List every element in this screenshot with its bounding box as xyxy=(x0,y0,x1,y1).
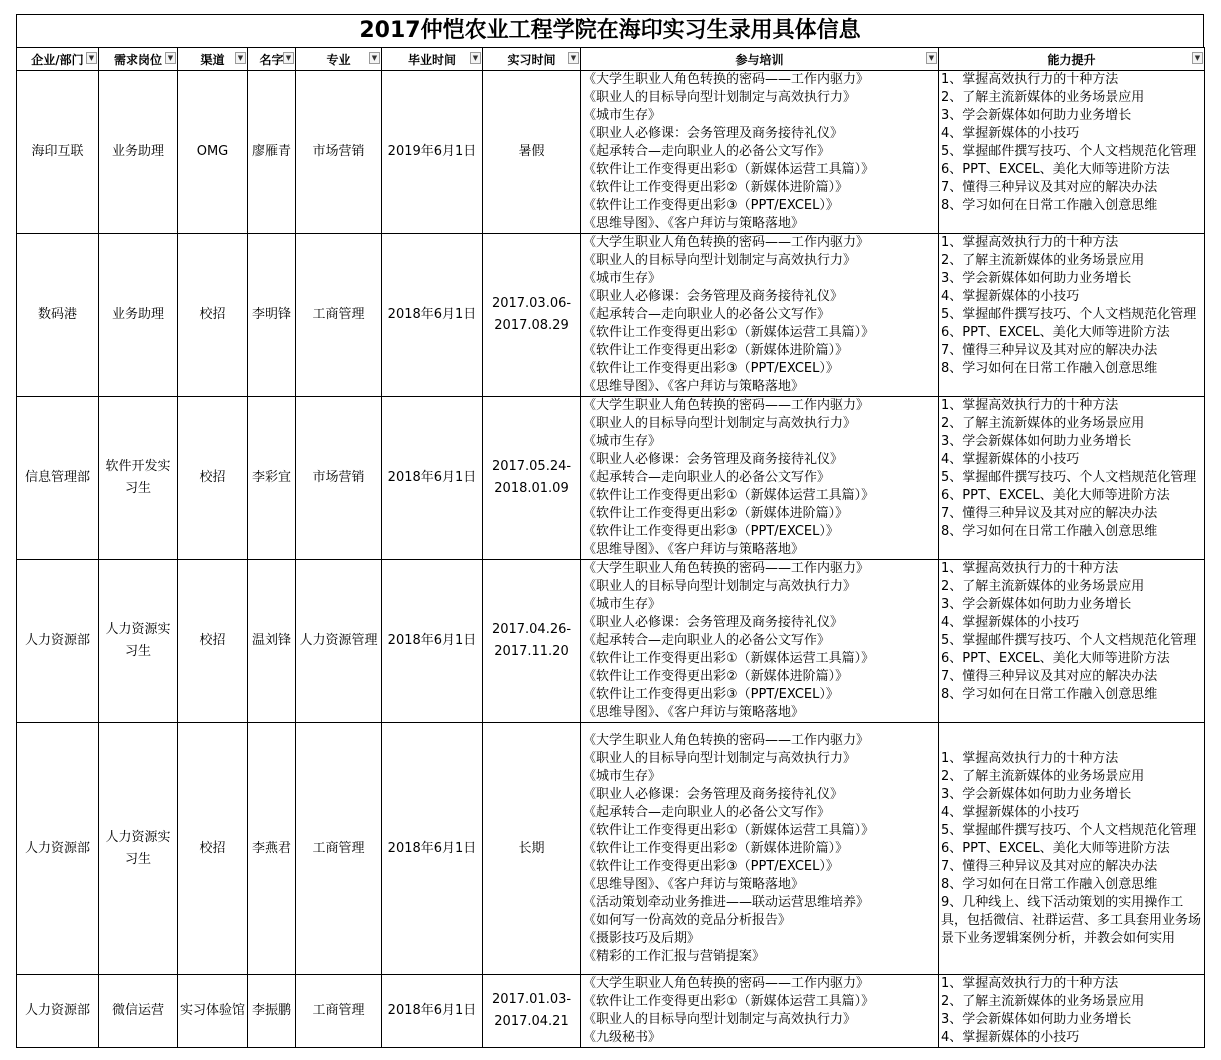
ability-line: 4、掌握新媒体的小技巧 xyxy=(941,126,1080,141)
training-line: 《大学生职业人角色转换的密码——工作内驱力》 xyxy=(583,561,870,576)
training-line: 《软件让工作变得更出彩②（新媒体进阶篇）》 xyxy=(583,669,849,684)
cell-ability[interactable] xyxy=(939,71,1205,234)
column-header-label: 名字 xyxy=(259,52,284,67)
cell-internship[interactable]: 2017.03.06-2017.08.29 xyxy=(483,234,581,397)
cell-name[interactable]: 李振鹏 xyxy=(248,975,296,1048)
cell-major[interactable]: 市场营销 xyxy=(296,397,382,560)
training-line: 《城市生存》 xyxy=(583,271,662,286)
training-line: 《城市生存》 xyxy=(583,768,662,784)
training-line: 《思维导图》、《客户拜访与策略落地》 xyxy=(583,542,805,557)
ability-line: 5、掌握邮件撰写技巧、个人文档规范化管理 xyxy=(941,822,1197,838)
training-line: 《软件让工作变得更出彩③（PPT/EXCEL）》 xyxy=(583,198,839,213)
spreadsheet xyxy=(16,14,1204,1048)
cell-graduation[interactable]: 2018年6月1日 xyxy=(382,723,483,975)
cell-position[interactable]: 业务助理 xyxy=(99,234,178,397)
ability-line: 3、学会新媒体如何助力业务增长 xyxy=(941,108,1132,123)
ability-line: 4、掌握新媒体的小技巧 xyxy=(941,1030,1080,1045)
cell-graduation[interactable]: 2018年6月1日 xyxy=(382,397,483,560)
ability-line: 1、掌握高效执行力的十种方法 xyxy=(941,398,1119,413)
cell-name[interactable]: 李彩宜 xyxy=(248,397,296,560)
column-header-label: 能力提升 xyxy=(1047,52,1096,67)
cell-name[interactable]: 李燕君 xyxy=(248,723,296,975)
training-line: 《起承转合—走向职业人的必备公文写作》 xyxy=(583,307,831,322)
filter-dropdown-icon[interactable]: ▼ xyxy=(369,52,380,64)
training-line: 《如何写一份高效的竞品分析报告》 xyxy=(583,912,792,928)
ability-line: 7、懂得三种异议及其对应的解决办法 xyxy=(941,669,1158,684)
column-header-label: 需求岗位 xyxy=(113,52,162,67)
training-line: 《起承转合—走向职业人的必备公文写作》 xyxy=(583,804,831,820)
training-line: 《大学生职业人角色转换的密码——工作内驱力》 xyxy=(583,235,870,250)
cell-position[interactable]: 人力资源实习生 xyxy=(99,723,178,975)
cell-ability[interactable] xyxy=(939,234,1205,397)
ability-line: 6、PPT、EXCEL、美化大师等进阶方法 xyxy=(941,488,1170,503)
cell-major[interactable]: 工商管理 xyxy=(296,234,382,397)
training-line: 《思维导图》、《客户拜访与策略落地》 xyxy=(583,705,805,720)
training-line: 《大学生职业人角色转换的密码——工作内驱力》 xyxy=(583,732,870,748)
ability-line: 3、学会新媒体如何助力业务增长 xyxy=(941,434,1132,449)
ability-line: 1、掌握高效执行力的十种方法 xyxy=(941,750,1119,766)
training-line: 《起承转合—走向职业人的必备公文写作》 xyxy=(583,144,831,159)
filter-dropdown-icon[interactable]: ▼ xyxy=(165,52,176,64)
ability-line: 2、了解主流新媒体的业务场景应用 xyxy=(941,253,1145,268)
filter-dropdown-icon[interactable]: ▼ xyxy=(283,52,294,64)
training-line: 《思维导图》、《客户拜访与策略落地》 xyxy=(583,379,805,394)
ability-line: 3、学会新媒体如何助力业务增长 xyxy=(941,271,1132,286)
training-line: 《城市生存》 xyxy=(583,108,662,123)
training-line: 《软件让工作变得更出彩③（PPT/EXCEL）》 xyxy=(583,858,839,874)
filter-dropdown-icon[interactable]: ▼ xyxy=(1192,52,1203,64)
cell-channel[interactable]: 校招 xyxy=(178,723,248,975)
ability-line: 4、掌握新媒体的小技巧 xyxy=(941,615,1080,630)
ability-line: 5、掌握邮件撰写技巧、个人文档规范化管理 xyxy=(941,307,1197,322)
training-line: 《职业人必修课：会务管理及商务接待礼仪》 xyxy=(583,786,844,802)
filter-dropdown-icon[interactable]: ▼ xyxy=(86,52,97,64)
ability-line: 4、掌握新媒体的小技巧 xyxy=(941,289,1080,304)
cell-channel[interactable]: 校招 xyxy=(178,397,248,560)
column-header-label: 毕业时间 xyxy=(407,52,456,67)
training-line: 《城市生存》 xyxy=(583,434,662,449)
training-line: 《职业人的目标导向型计划制定与高效执行力》 xyxy=(583,253,857,268)
ability-line: 2、了解主流新媒体的业务场景应用 xyxy=(941,90,1145,105)
ability-line: 8、学习如何在日常工作融入创意思维 xyxy=(941,198,1158,213)
ability-line: 4、掌握新媒体的小技巧 xyxy=(941,804,1080,820)
column-header-major xyxy=(296,48,382,71)
cell-training[interactable] xyxy=(581,723,939,975)
cell-major[interactable]: 市场营销 xyxy=(296,71,382,234)
ability-line: 8、学习如何在日常工作融入创意思维 xyxy=(941,687,1158,702)
column-header-label: 参与培训 xyxy=(735,52,784,67)
column-header-label: 渠道 xyxy=(200,52,225,67)
ability-line: 3、学会新媒体如何助力业务增长 xyxy=(941,786,1132,802)
ability-line: 3、学会新媒体如何助力业务增长 xyxy=(941,597,1132,612)
ability-line: 9、几种线上、线下活动策划的实用操作工具，包括微信、社群运营、多工具套用业务场景下业务逻辑案例分析，并教会如何实用 xyxy=(941,894,1202,946)
ability-line: 1、掌握高效执行力的十种方法 xyxy=(941,235,1119,250)
cell-graduation[interactable]: 2018年6月1日 xyxy=(382,975,483,1048)
cell-company[interactable]: 信息管理部 xyxy=(17,397,99,560)
cell-channel[interactable]: 实习体验馆 xyxy=(178,975,248,1048)
cell-channel[interactable]: 校招 xyxy=(178,560,248,723)
table-row xyxy=(17,397,1205,560)
table-row xyxy=(17,723,1205,975)
table-body xyxy=(17,71,1205,1048)
cell-company[interactable]: 人力资源部 xyxy=(17,975,99,1048)
training-line: 《职业人必修课：会务管理及商务接待礼仪》 xyxy=(583,615,844,630)
cell-company[interactable]: 海印互联 xyxy=(17,71,99,234)
training-line: 《活动策划牵动业务推进——联动运营思维培养》 xyxy=(583,894,870,910)
training-line: 《职业人必修课：会务管理及商务接待礼仪》 xyxy=(583,126,844,141)
training-line: 《软件让工作变得更出彩②（新媒体进阶篇）》 xyxy=(583,180,849,195)
cell-internship[interactable]: 2017.05.24-2018.01.09 xyxy=(483,397,581,560)
ability-line: 1、掌握高效执行力的十种方法 xyxy=(941,976,1119,991)
training-line: 《职业人的目标导向型计划制定与高效执行力》 xyxy=(583,750,857,766)
intern-table xyxy=(16,47,1205,1048)
cell-position[interactable]: 业务助理 xyxy=(99,71,178,234)
ability-line: 7、懂得三种异议及其对应的解决办法 xyxy=(941,180,1158,195)
cell-ability[interactable] xyxy=(939,723,1205,975)
cell-major[interactable]: 人力资源管理 xyxy=(296,560,382,723)
cell-company[interactable]: 人力资源部 xyxy=(17,560,99,723)
training-line: 《软件让工作变得更出彩①（新媒体运营工具篇）》 xyxy=(583,325,875,340)
table-row xyxy=(17,234,1205,397)
training-line: 《大学生职业人角色转换的密码——工作内驱力》 xyxy=(583,976,870,991)
training-line: 《软件让工作变得更出彩②（新媒体进阶篇）》 xyxy=(583,343,849,358)
table-row xyxy=(17,560,1205,723)
table-row xyxy=(17,71,1205,234)
sheet-title: 2017仲恺农业工程学院在海印实习生录用具体信息 xyxy=(16,14,1204,47)
ability-line: 7、懂得三种异议及其对应的解决办法 xyxy=(941,343,1158,358)
header-row xyxy=(17,48,1205,71)
cell-internship[interactable]: 2017.01.03-2017.04.21 xyxy=(483,975,581,1048)
column-header-company xyxy=(17,48,99,71)
training-line: 《大学生职业人角色转换的密码——工作内驱力》 xyxy=(583,72,870,87)
training-line: 《软件让工作变得更出彩①（新媒体运营工具篇）》 xyxy=(583,994,875,1009)
cell-graduation[interactable]: 2018年6月1日 xyxy=(382,560,483,723)
cell-major[interactable]: 工商管理 xyxy=(296,975,382,1048)
training-line: 《软件让工作变得更出彩③（PPT/EXCEL）》 xyxy=(583,687,839,702)
cell-position[interactable]: 人力资源实习生 xyxy=(99,560,178,723)
training-line: 《软件让工作变得更出彩①（新媒体运营工具篇）》 xyxy=(583,822,875,838)
ability-line: 1、掌握高效执行力的十种方法 xyxy=(941,72,1119,87)
ability-line: 5、掌握邮件撰写技巧、个人文档规范化管理 xyxy=(941,144,1197,159)
ability-line: 6、PPT、EXCEL、美化大师等进阶方法 xyxy=(941,651,1170,666)
column-header-graduation xyxy=(382,48,483,71)
column-header-position xyxy=(99,48,178,71)
filter-dropdown-icon[interactable]: ▼ xyxy=(568,52,579,64)
ability-line: 4、掌握新媒体的小技巧 xyxy=(941,452,1080,467)
cell-training[interactable] xyxy=(581,397,939,560)
column-header-internship xyxy=(483,48,581,71)
cell-ability[interactable] xyxy=(939,397,1205,560)
table-row xyxy=(17,975,1205,1048)
ability-line: 3、学会新媒体如何助力业务增长 xyxy=(941,1012,1132,1027)
training-line: 《思维导图》、《客户拜访与策略落地》 xyxy=(583,216,805,231)
cell-ability[interactable] xyxy=(939,975,1205,1048)
training-line: 《软件让工作变得更出彩③（PPT/EXCEL）》 xyxy=(583,361,839,376)
training-line: 《职业人的目标导向型计划制定与高效执行力》 xyxy=(583,90,857,105)
column-header-label: 专业 xyxy=(326,52,351,67)
cell-internship[interactable]: 暑假 xyxy=(483,71,581,234)
ability-line: 8、学习如何在日常工作融入创意思维 xyxy=(941,361,1158,376)
training-line: 《软件让工作变得更出彩①（新媒体运营工具篇）》 xyxy=(583,651,875,666)
cell-name[interactable]: 温刘锋 xyxy=(248,560,296,723)
cell-graduation[interactable]: 2018年6月1日 xyxy=(382,234,483,397)
training-line: 《九级秘书》 xyxy=(583,1030,662,1045)
cell-ability[interactable] xyxy=(939,560,1205,723)
training-line: 《软件让工作变得更出彩③（PPT/EXCEL）》 xyxy=(583,524,839,539)
ability-line: 7、懂得三种异议及其对应的解决办法 xyxy=(941,506,1158,521)
training-line: 《软件让工作变得更出彩①（新媒体运营工具篇）》 xyxy=(583,162,875,177)
cell-internship[interactable]: 长期 xyxy=(483,723,581,975)
cell-company[interactable]: 人力资源部 xyxy=(17,723,99,975)
training-line: 《起承转合—走向职业人的必备公文写作》 xyxy=(583,633,831,648)
training-line: 《精彩的工作汇报与营销提案》 xyxy=(583,948,766,964)
filter-dropdown-icon[interactable]: ▼ xyxy=(926,52,937,64)
cell-position[interactable]: 软件开发实习生 xyxy=(99,397,178,560)
ability-line: 5、掌握邮件撰写技巧、个人文档规范化管理 xyxy=(941,470,1197,485)
ability-line: 1、掌握高效执行力的十种方法 xyxy=(941,561,1119,576)
ability-line: 6、PPT、EXCEL、美化大师等进阶方法 xyxy=(941,325,1170,340)
column-header-label: 企业/部门 xyxy=(31,52,84,67)
training-line: 《软件让工作变得更出彩①（新媒体运营工具篇）》 xyxy=(583,488,875,503)
column-header-ability xyxy=(939,48,1205,71)
column-header-channel xyxy=(178,48,248,71)
cell-training[interactable] xyxy=(581,560,939,723)
cell-graduation[interactable]: 2019年6月1日 xyxy=(382,71,483,234)
cell-major[interactable]: 工商管理 xyxy=(296,723,382,975)
training-line: 《职业人的目标导向型计划制定与高效执行力》 xyxy=(583,1012,857,1027)
ability-line: 6、PPT、EXCEL、美化大师等进阶方法 xyxy=(941,840,1170,856)
cell-position[interactable]: 微信运营 xyxy=(99,975,178,1048)
column-header-label: 实习时间 xyxy=(507,52,556,67)
training-line: 《职业人必修课：会务管理及商务接待礼仪》 xyxy=(583,452,844,467)
column-header-training xyxy=(581,48,939,71)
filter-dropdown-icon[interactable]: ▼ xyxy=(470,52,481,64)
training-line: 《大学生职业人角色转换的密码——工作内驱力》 xyxy=(583,398,870,413)
ability-line: 8、学习如何在日常工作融入创意思维 xyxy=(941,524,1158,539)
cell-training[interactable] xyxy=(581,71,939,234)
ability-line: 2、了解主流新媒体的业务场景应用 xyxy=(941,416,1145,431)
cell-name[interactable]: 李明锋 xyxy=(248,234,296,397)
training-line: 《软件让工作变得更出彩②（新媒体进阶篇）》 xyxy=(583,840,849,856)
cell-internship[interactable]: 2017.04.26-2017.11.20 xyxy=(483,560,581,723)
training-line: 《职业人的目标导向型计划制定与高效执行力》 xyxy=(583,416,857,431)
ability-line: 7、懂得三种异议及其对应的解决办法 xyxy=(941,858,1158,874)
ability-line: 2、了解主流新媒体的业务场景应用 xyxy=(941,994,1145,1009)
training-line: 《城市生存》 xyxy=(583,597,662,612)
ability-line: 6、PPT、EXCEL、美化大师等进阶方法 xyxy=(941,162,1170,177)
cell-channel[interactable]: 校招 xyxy=(178,234,248,397)
training-line: 《起承转合—走向职业人的必备公文写作》 xyxy=(583,470,831,485)
ability-line: 8、学习如何在日常工作融入创意思维 xyxy=(941,876,1158,892)
ability-line: 5、掌握邮件撰写技巧、个人文档规范化管理 xyxy=(941,633,1197,648)
cell-training[interactable] xyxy=(581,975,939,1048)
training-line: 《职业人的目标导向型计划制定与高效执行力》 xyxy=(583,579,857,594)
cell-name[interactable]: 廖雁青 xyxy=(248,71,296,234)
filter-dropdown-icon[interactable]: ▼ xyxy=(235,52,246,64)
ability-line: 2、了解主流新媒体的业务场景应用 xyxy=(941,579,1145,594)
training-line: 《软件让工作变得更出彩②（新媒体进阶篇）》 xyxy=(583,506,849,521)
training-line: 《思维导图》、《客户拜访与策略落地》 xyxy=(583,876,805,892)
cell-training[interactable] xyxy=(581,234,939,397)
cell-channel[interactable]: OMG xyxy=(178,71,248,234)
training-line: 《职业人必修课：会务管理及商务接待礼仪》 xyxy=(583,289,844,304)
training-line: 《摄影技巧及后期》 xyxy=(583,930,701,946)
ability-line: 2、了解主流新媒体的业务场景应用 xyxy=(941,768,1145,784)
column-header-name xyxy=(248,48,296,71)
cell-company[interactable]: 数码港 xyxy=(17,234,99,397)
